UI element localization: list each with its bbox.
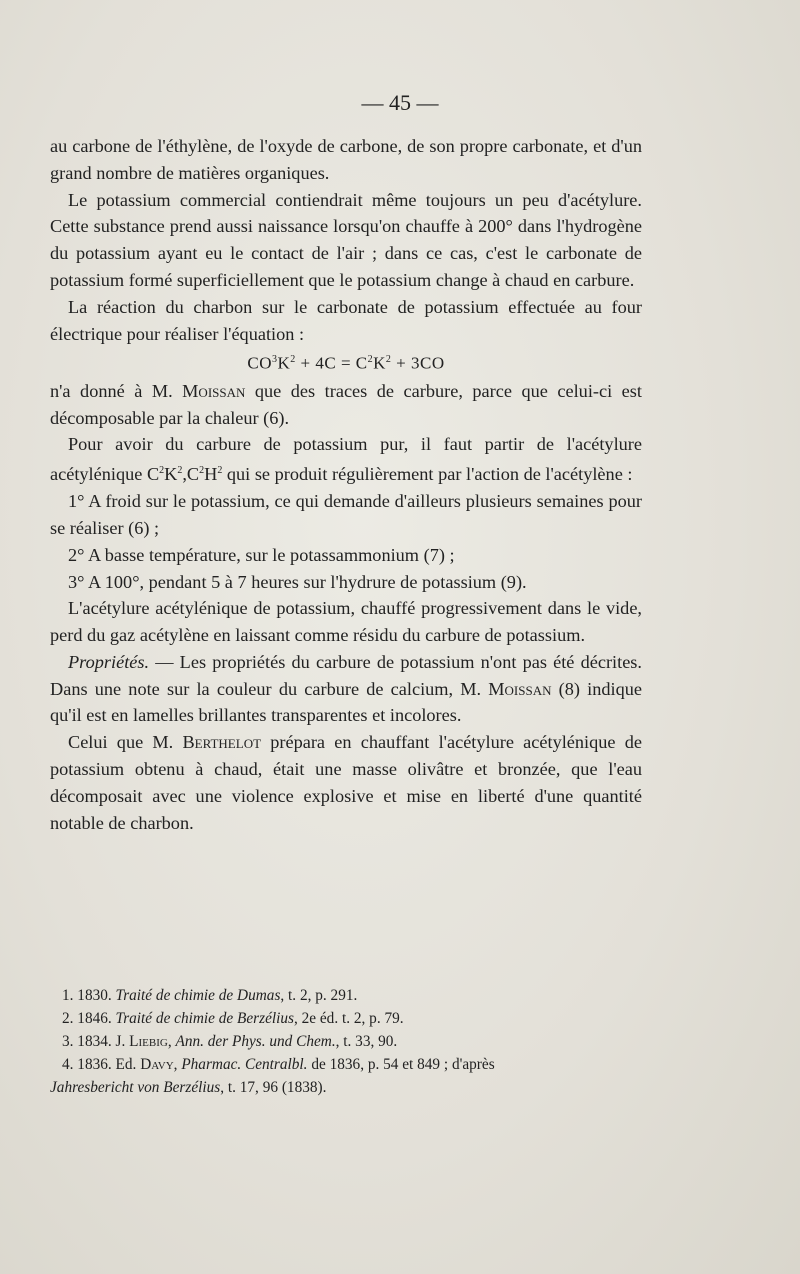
- paragraph-properties: Propriétés. — Les propriétés du carbure de potassium n'ont pas été décrites. Dans une note sur la couleur du carbure de calcium, M. Moissan (8) indique qu'il est en lamelles brillantes transparentes et incolores.: [50, 651, 642, 726]
- list-item-2: 2° A basse température, sur le potassammonium (7) ;: [68, 544, 455, 565]
- paragraph-moissan-result: n'a donné à M. Moissan que des traces de carbure, parce que celui-ci est décomposable par la chaleur (6).: [50, 380, 642, 428]
- footnotes: [50, 984, 650, 1099]
- footnote-2: 2. 1846. Traité de chimie de Berzélius, 2e éd. t. 2, p. 79.: [62, 1010, 404, 1027]
- section-label: Propriétés.: [68, 651, 150, 672]
- author-name: Berthelot: [182, 732, 262, 753]
- list-item-3: 3° A 100°, pendant 5 à 7 heures sur l'hydrure de potassium (9).: [68, 571, 527, 592]
- paragraph-vacuum-heating: L'acétylure acétylénique de potassium, chauffé progressivement dans le vide, perd du gaz acétylène en laissant comme résidu du carbure de potassium.: [50, 598, 642, 646]
- page-number: — 45 —: [361, 90, 439, 115]
- author-name: Moissan: [488, 678, 552, 699]
- footnote-4: 4. 1836. Ed. Davy, Pharmac. Centralbl. de 1836, p. 54 et 849 ; d'après: [62, 1056, 495, 1073]
- paragraph-acetylide: Pour avoir du carbure de potassium pur, il faut partir de l'acétylure acétylénique $C^2K^2,C^2H^2$ qui se produit régulièrement par l'action de l'acétylène :: [50, 434, 642, 485]
- author-name: Moissan: [182, 380, 246, 401]
- paragraph-reaction: La réaction du charbon sur le carbonate de potassium effectuée au four électrique pour réaliser l'équation :: [50, 296, 642, 344]
- paragraph-continuation: au carbone de l'éthylène, de l'oxyde de carbone, de son propre carbonate, et d'un grand nombre de matières organiques.: [50, 136, 642, 183]
- footnote-3: 3. 1834. J. Liebig, Ann. der Phys. und Chem., t. 33, 90.: [62, 1033, 398, 1050]
- footnote-1: 1. 1830. Traité de chimie de Dumas, t. 2, p. 291.: [62, 987, 358, 1004]
- paragraph-berthelot: Celui que M. Berthelot prépara en chauffant l'acétylure acétylénique de potassium obtenu à chaud, était une masse olivâtre et bronzée, que l'eau décomposait avec une violence explosive et mise en liberté d'une quantité notable de charbon.: [50, 732, 642, 833]
- chemical-equation: $CO^3K^2 + 4C = C^2K^2 + 3CO$: [247, 354, 445, 374]
- list-item-1: 1° A froid sur le potassium, ce qui demande d'ailleurs plusieurs semaines pour se réaliser (6) ;: [50, 491, 642, 538]
- paragraph-commercial-potassium: Le potassium commercial contiendrait même toujours un peu d'acétylure. Cette substance prend aussi naissance lorsqu'on chauffe à 200° dans l'hydrogène du potassium ayant eu le contact de l'air ; dans ce cas, c'est le carbonate de potassium formé superficiellement que le potassium change à chaud en carbure.: [50, 189, 642, 290]
- body-text: [50, 133, 642, 836]
- footnote-4-continuation: Jahresbericht von Berzélius, t. 17, 96 (1838).: [50, 1079, 327, 1096]
